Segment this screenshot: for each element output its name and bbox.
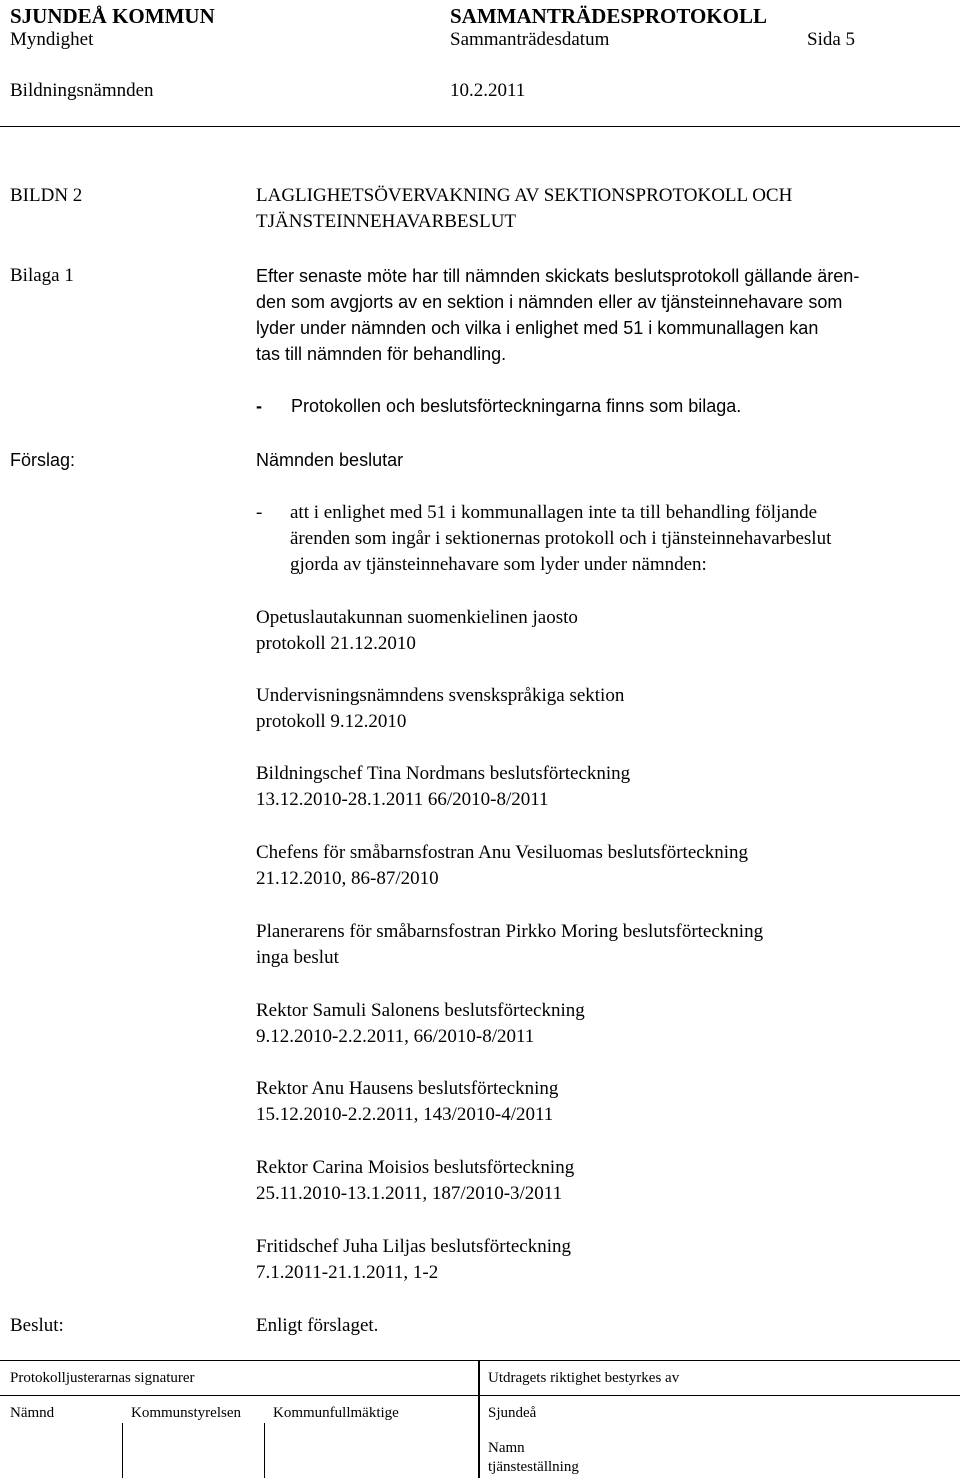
certified-label: Utdragets riktighet bestyrkes av: [488, 1370, 680, 1386]
authority-label: Myndighet: [10, 29, 94, 50]
proposal-label: Förslag:: [10, 450, 76, 470]
item-title: Planerarens för småbarnsfostran Pirkko Moring beslutsförteckning: [256, 921, 764, 942]
proposal-item: [256, 998, 585, 1050]
proposal-text-line: att i enlighet med 51 i kommunallagen inte ta till behandling följande: [290, 502, 818, 523]
intro-line: den som avgjorts av en sektion i nämnden eller av tjänsteinnehavare som: [256, 292, 843, 312]
proposal-text-line: gjorda av tjänsteinnehavare som lyder under nämnden:: [290, 554, 707, 575]
footer-place: Sjundeå: [488, 1405, 537, 1421]
item-title: Rektor Anu Hausens beslutsförteckning: [256, 1078, 559, 1099]
proposal-item: [256, 605, 578, 657]
footer-col-divider: [122, 1423, 123, 1478]
proposal-heading: Nämnden beslutar: [256, 450, 404, 470]
proposal-dash: -: [256, 502, 263, 523]
bullet-dash: -: [256, 396, 262, 416]
document-type: SAMMANTRÄDESPROTOKOLL: [450, 4, 767, 28]
footer-col-namnd: Nämnd: [10, 1405, 55, 1421]
item-detail: 25.11.2010-13.1.2011, 187/2010-3/2011: [256, 1183, 563, 1204]
item-detail: protokoll 21.12.2010: [256, 633, 416, 654]
intro-line: tas till nämnden för behandling.: [256, 344, 507, 364]
footer-col-kommunfullmaktige: Kommunfullmäktige: [273, 1405, 399, 1421]
item-title: Bildningschef Tina Nordmans beslutsförteckning: [256, 763, 631, 784]
item-detail: inga beslut: [256, 947, 339, 968]
signatures-label: Protokolljusterarnas signaturer: [10, 1370, 195, 1386]
intro-paragraph: [256, 263, 859, 367]
item-title: Opetuslautakunnan suomenkielinen jaosto: [256, 607, 578, 628]
proposal-item: [256, 683, 624, 735]
intro-line: lyder under nämnden och vilka i enlighet med 51 i kommunallagen kan: [256, 318, 819, 338]
org-name: SJUNDEÅ KOMMUN: [10, 4, 215, 28]
footer-title-label: tjänsteställning: [488, 1459, 579, 1475]
item-title: Fritidschef Juha Liljas beslutsförteckning: [256, 1236, 572, 1257]
item-title: Undervisningsnämndens svenskspråkiga sektion: [256, 685, 625, 706]
proposal-item: [256, 1076, 558, 1128]
item-detail: 15.12.2010-2.2.2011, 143/2010-4/2011: [256, 1104, 554, 1125]
date-label: Sammanträdesdatum: [450, 29, 610, 50]
footer-top-rule: [0, 1360, 960, 1361]
proposal-item: [256, 919, 763, 971]
item-detail: protokoll 9.12.2010: [256, 711, 407, 732]
footer-col-divider: [264, 1423, 265, 1478]
section-title-line2: TJÄNSTEINNEHAVARBESLUT: [256, 211, 517, 232]
section-title-line1: LAGLIGHETSÖVERVAKNING AV SEKTIONSPROTOKOLL OCH: [256, 185, 793, 206]
proposal-text-line: ärenden som ingår i sektionernas protokoll och i tjänsteinnehavarbeslut: [290, 528, 832, 549]
page-number: Sida 5: [807, 29, 856, 50]
meeting-date: 10.2.2011: [450, 80, 526, 101]
item-title: Rektor Carina Moisios beslutsförteckning: [256, 1157, 575, 1178]
proposal-item: [256, 1155, 574, 1207]
header-rule: [0, 126, 960, 127]
proposal-text: [290, 500, 831, 578]
item-detail: 7.1.2011-21.1.2011, 1-2: [256, 1262, 439, 1283]
item-detail: 13.12.2010-28.1.2011 66/2010-8/2011: [256, 789, 549, 810]
item-detail: 9.12.2010-2.2.2011, 66/2010-8/2011: [256, 1026, 535, 1047]
item-title: Chefens för småbarnsfostran Anu Vesiluomas beslutsförteckning: [256, 842, 748, 863]
item-detail: 21.12.2010, 86-87/2010: [256, 868, 439, 889]
proposal-item: [256, 840, 748, 892]
footer-divider: [478, 1361, 480, 1478]
authority-name: Bildningsnämnden: [10, 80, 154, 101]
intro-line: Efter senaste möte har till nämnden skickats beslutsprotokoll gällande ären-: [256, 266, 860, 286]
section-code: BILDN 2: [10, 185, 83, 206]
footer-name-label: Namn: [488, 1440, 525, 1456]
bullet-text: Protokollen och beslutsförteckningarna finns som bilaga.: [291, 396, 742, 416]
footer-mid-rule: [0, 1395, 960, 1396]
proposal-item: [256, 761, 630, 813]
decision-text: Enligt förslaget.: [256, 1315, 379, 1336]
decision-label: Beslut:: [10, 1315, 64, 1336]
footer-col-kommunstyrelsen: Kommunstyrelsen: [131, 1405, 241, 1421]
attachment-label: Bilaga 1: [10, 265, 74, 286]
proposal-item: [256, 1234, 571, 1286]
item-title: Rektor Samuli Salonens beslutsförteckning: [256, 1000, 585, 1021]
